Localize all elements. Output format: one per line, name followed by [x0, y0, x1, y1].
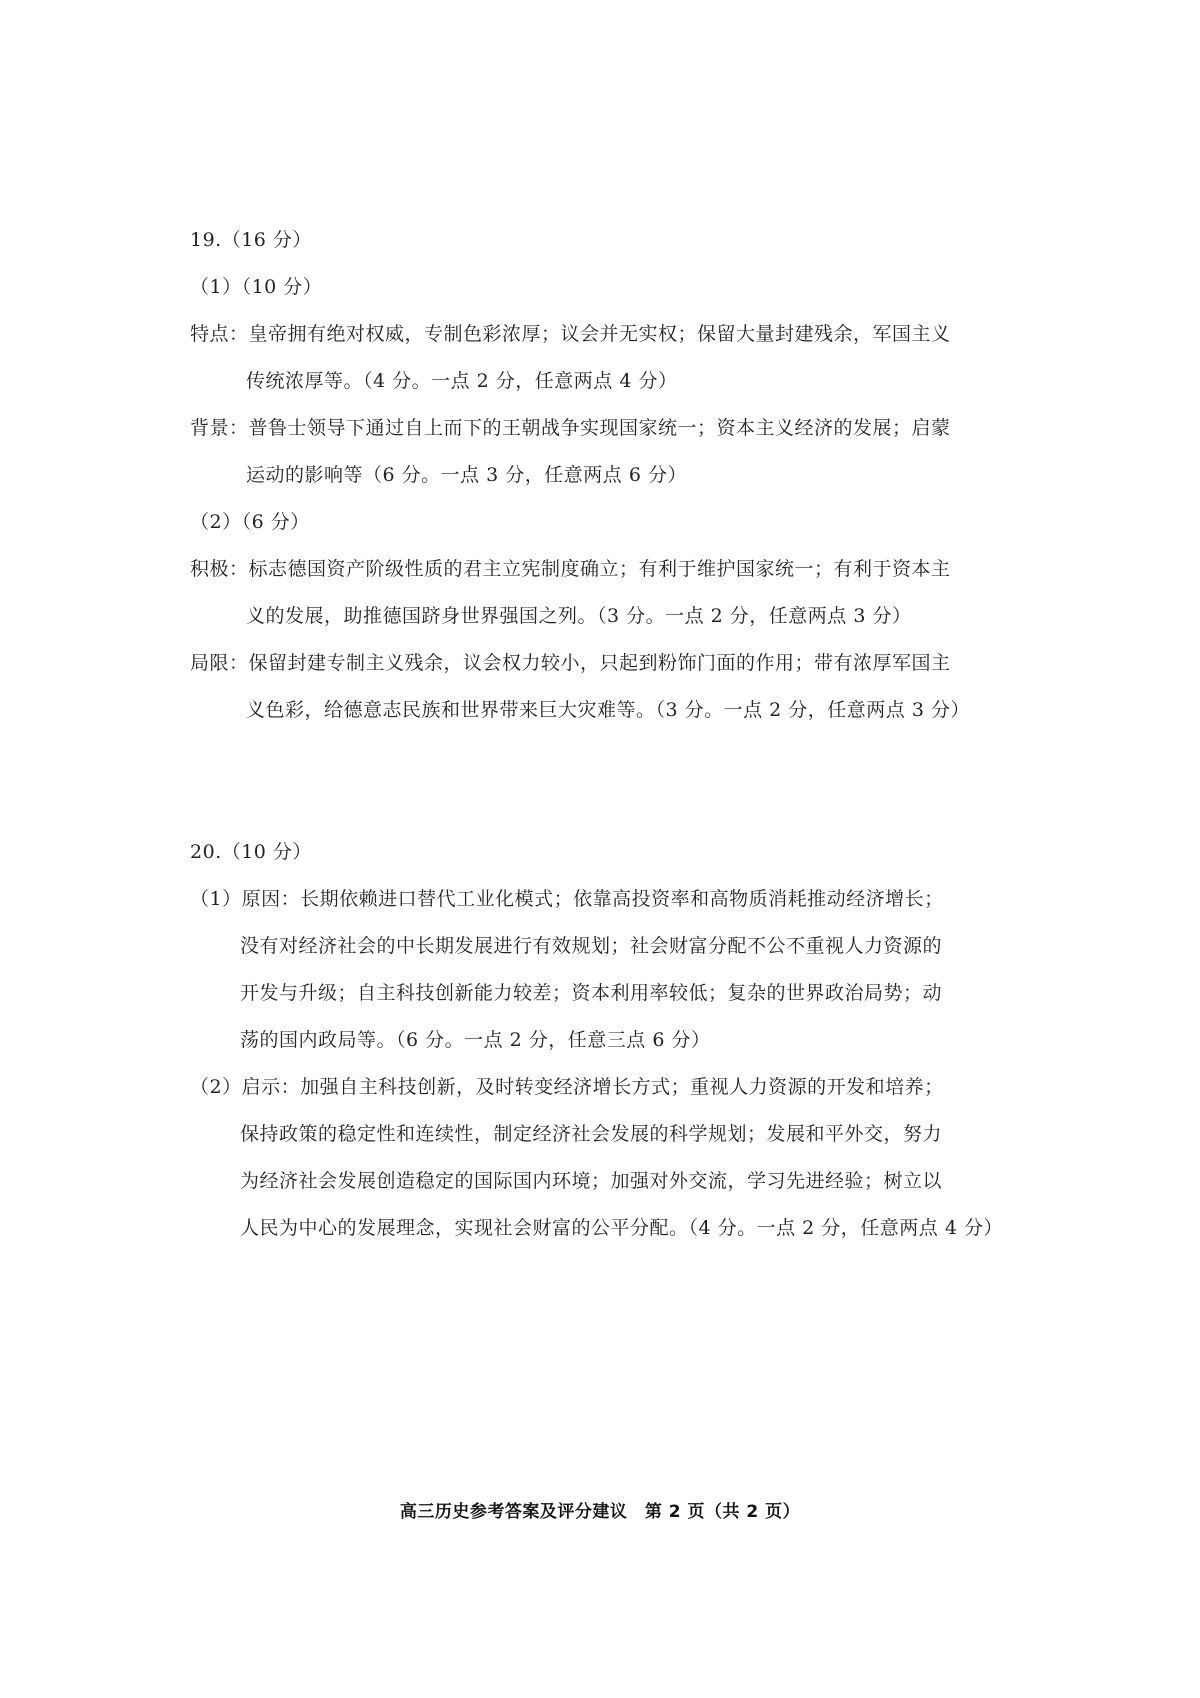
q19-title: 19.（16 分） — [190, 229, 312, 251]
q19-beijing-line2: 运动的影响等（6 分。一点 3 分，任意两点 6 分） — [246, 464, 687, 486]
q19-part1-label: （1）（10 分） — [190, 276, 323, 298]
q19-juxian-line1: 局限：保留封建专制主义残余，议会权力较小，只起到粉饰门面的作用；带有浓厚军国主 — [190, 652, 951, 674]
q20-part2-line4: 人民为中心的发展理念，实现社会财富的公平分配。（4 分。一点 2 分，任意两点 4 分） — [240, 1217, 1003, 1239]
q19-juxian-line2: 义色彩，给德意志民族和世界带来巨大灾难等。（3 分。一点 2 分，任意两点 3 分） — [246, 699, 970, 721]
q19-part2-label: （2）（6 分） — [190, 511, 310, 533]
q20-part2-line2: 保持政策的稳定性和连续性，制定经济社会发展的科学规划；发展和平外交，努力 — [240, 1123, 943, 1145]
q19-jiji-line2: 义的发展，助推德国跻身世界强国之列。（3 分。一点 2 分，任意两点 3 分） — [246, 605, 912, 627]
q19-tedian-line1: 特点：皇帝拥有绝对权威，专制色彩浓厚；议会并无实权；保留大量封建残余，军国主义 — [190, 323, 951, 345]
q20-part2-line1: （2）启示：加强自主科技创新，及时转变经济增长方式；重视人力资源的开发和培养； — [190, 1076, 944, 1098]
q19-jiji-line1: 积极：标志德国资产阶级性质的君主立宪制度确立；有利于维护国家统一；有利于资本主 — [190, 558, 951, 580]
q20-part1-line4: 荡的国内政局等。（6 分。一点 2 分，任意三点 6 分） — [240, 1029, 711, 1051]
q19-beijing-line1: 背景：普鲁士领导下通过自上而下的王朝战争实现国家统一；资本主义经济的发展；启蒙 — [190, 417, 951, 439]
q20-part1-line3: 开发与升级；自主科技创新能力较差；资本利用率较低；复杂的世界政治局势；动 — [240, 982, 943, 1004]
q20-part2-line3: 为经济社会发展创造稳定的国际国内环境；加强对外交流，学习先进经验；树立以 — [240, 1170, 943, 1192]
page-footer: 高三历史参考答案及评分建议 第 2 页（共 2 页） — [399, 1502, 801, 1522]
q20-part1-line1: （1）原因：长期依赖进口替代工业化模式；依靠高投资率和高物质消耗推动经济增长； — [190, 888, 944, 910]
q20-part1-line2: 没有对经济社会的中长期发展进行有效规划；社会财富分配不公不重视人力资源的 — [240, 935, 943, 957]
question-19 — [190, 228, 970, 722]
q19-tedian-line2: 传统浓厚等。（4 分。一点 2 分，任意两点 4 分） — [246, 370, 678, 392]
question-20 — [190, 840, 1003, 1240]
q20-title: 20.（10 分） — [190, 841, 312, 863]
